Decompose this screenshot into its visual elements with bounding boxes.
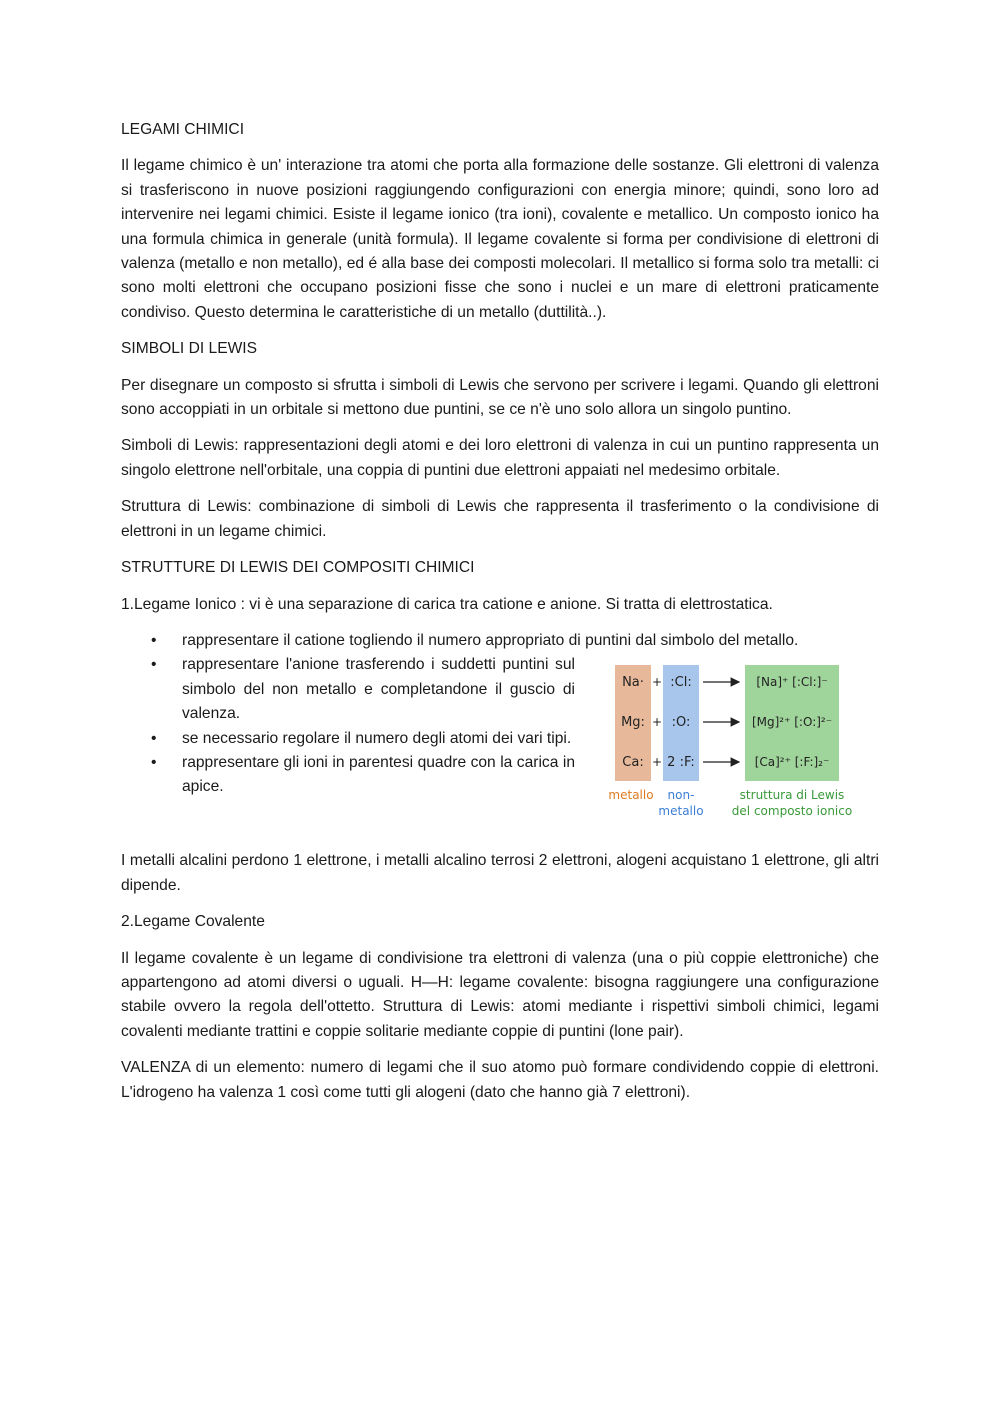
- document-page: [121, 118, 879, 1117]
- plus-sign: +: [651, 755, 663, 770]
- heading-simboli-lewis: SIMBOLI DI LEWIS: [121, 340, 258, 358]
- heading-strutture-lewis: STRUTTURE DI LEWIS DEI COMPOSITI CHIMICI: [121, 559, 475, 577]
- paragraph-simboli-2: Simboli di Lewis: rappresentazioni degli atomi e dei loro elettroni di valenza in cui un puntino rappresenta un singolo elettrone nell'orbitale, una coppia di puntini due elettroni appaiati nel medesimo orbitale.: [121, 437, 879, 479]
- heading-legame-covalente: 2.Legame Covalente: [121, 913, 265, 931]
- lewis-product-caf2: [Ca]²⁺ [:F:]₂⁻: [754, 755, 830, 770]
- lewis-product-nacl: [Na]⁺ [:Cl:]⁻: [756, 675, 828, 690]
- bullet-item: [121, 727, 575, 751]
- paragraph-valenza: VALENZA di un elemento: numero di legami che il suo atomo può formare condividendo coppie di elettroni. L'idrogeno ha valenza 1 così come tutti gli alogeni (dato che hanno già 7 elettroni).: [121, 1059, 879, 1101]
- nonmetal-symbol-f: 2 :F:: [667, 755, 695, 771]
- bullet-item: [121, 751, 575, 800]
- bullet-text: se necessario regolare il numero degli atomi dei vari tipi.: [182, 729, 572, 747]
- metal-symbol-mg: Mg:: [621, 715, 645, 731]
- bullet-text: rappresentare l'anione trasferendo i suddetti puntini sul simbolo del non metallo e completandone il guscio di valenza.: [182, 656, 575, 723]
- bullet-symbol: •: [151, 631, 157, 649]
- bullet-list-top: [121, 629, 879, 653]
- paragraph-legame-ionico: 1.Legame Ionico : vi è una separazione di carica tra catione e anione. Si tratta di elettrostatica.: [121, 595, 773, 613]
- paragraph-struttura-lewis: Struttura di Lewis: combinazione di simboli di Lewis che rappresenta il trasferimento o la condivisione di elettroni in un legame chimici.: [121, 498, 879, 540]
- lewis-figure-svg: [591, 653, 861, 837]
- lewis-ionic-figure: [591, 653, 861, 837]
- paragraph-simboli-1: Per disegnare un composto si sfrutta i simboli di Lewis che servono per scrivere i legami. Quando gli elettroni sono accoppiati in un orbitale si mettono due puntini, se ce n'è uno solo allora un singolo puntino.: [121, 376, 879, 419]
- label-composto-ionico: del composto ionico: [731, 804, 853, 819]
- paragraph-legame-covalente: Il legame covalente è un legame di condivisione tra elettroni di valenza (una o più coppie elettroniche) che appartengono ad atomi diversi o uguali. H—H: legame covalente: bisogna raggiungere una configurazione stabile ovvero la regola dell'ottetto. Struttura di Lewis: atomi mediante i rispettivi simboli chimici, legami covalenti mediante trattini e coppie solitarie mediante coppie di puntini (lone pair).: [121, 949, 879, 1040]
- bullet-symbol: •: [151, 656, 157, 674]
- nonmetal-symbol-o: :O:: [671, 715, 691, 731]
- bullets-with-figure: [121, 653, 879, 837]
- metal-symbol-ca: Ca:: [622, 755, 644, 771]
- label-non: non-: [667, 788, 695, 803]
- label-metallo-2: metallo: [658, 804, 704, 819]
- plus-sign: +: [651, 675, 663, 690]
- bullet-item: [121, 629, 879, 653]
- label-metallo: metallo: [608, 788, 654, 803]
- bullet-symbol: •: [151, 753, 157, 771]
- plus-sign: +: [651, 715, 663, 730]
- bullet-item: [121, 653, 575, 726]
- nonmetal-symbol-cl: :Cl:: [670, 675, 692, 691]
- bullet-symbol: •: [151, 729, 157, 747]
- label-struttura-lewis: struttura di Lewis: [739, 788, 845, 803]
- bullet-text: rappresentare il catione togliendo il numero appropriato di puntini dal simbolo del metallo.: [182, 631, 799, 649]
- paragraph-legami-chimici: Il legame chimico è un' interazione tra atomi che porta alla formazione delle sostanze. Gli elettroni di valenza si trasferiscono in nuove posizioni raggiungendo configurazioni con energia minore; quindi, sono loro ad intervenire nei legami chimici. Esiste il legame ionico (tra ioni), covalente e metallico. Un composto ionico ha una formula chimica in generale (unità formula). Il legame covalente si forma per condivisione di elettroni di valenza (metallo e non metallo), ed é alla base dei composti molecolari. Il metallico si forma solo tra metalli: ci sono molti elettroni che occupano posizioni fisse che sono i nuclei e un mare di elettroni praticamente condiviso. Questo determina le caratteristiche di un metallo (duttilità..).: [121, 157, 879, 321]
- heading-legami-chimici: LEGAMI CHIMICI: [121, 121, 245, 138]
- bullet-text: rappresentare gli ioni in parentesi quadre con la carica in apice.: [182, 753, 575, 796]
- lewis-product-mgo: [Mg]²⁺ [:O:]²⁻: [751, 715, 833, 730]
- paragraph-metalli-alcalini: I metalli alcalini perdono 1 elettrone, i metalli alcalino terrosi 2 elettroni, alogeni acquistano 1 elettrone, gli altri dipende.: [121, 852, 879, 894]
- bullet-list-left: [121, 653, 575, 799]
- metal-symbol-na: Na·: [622, 675, 644, 691]
